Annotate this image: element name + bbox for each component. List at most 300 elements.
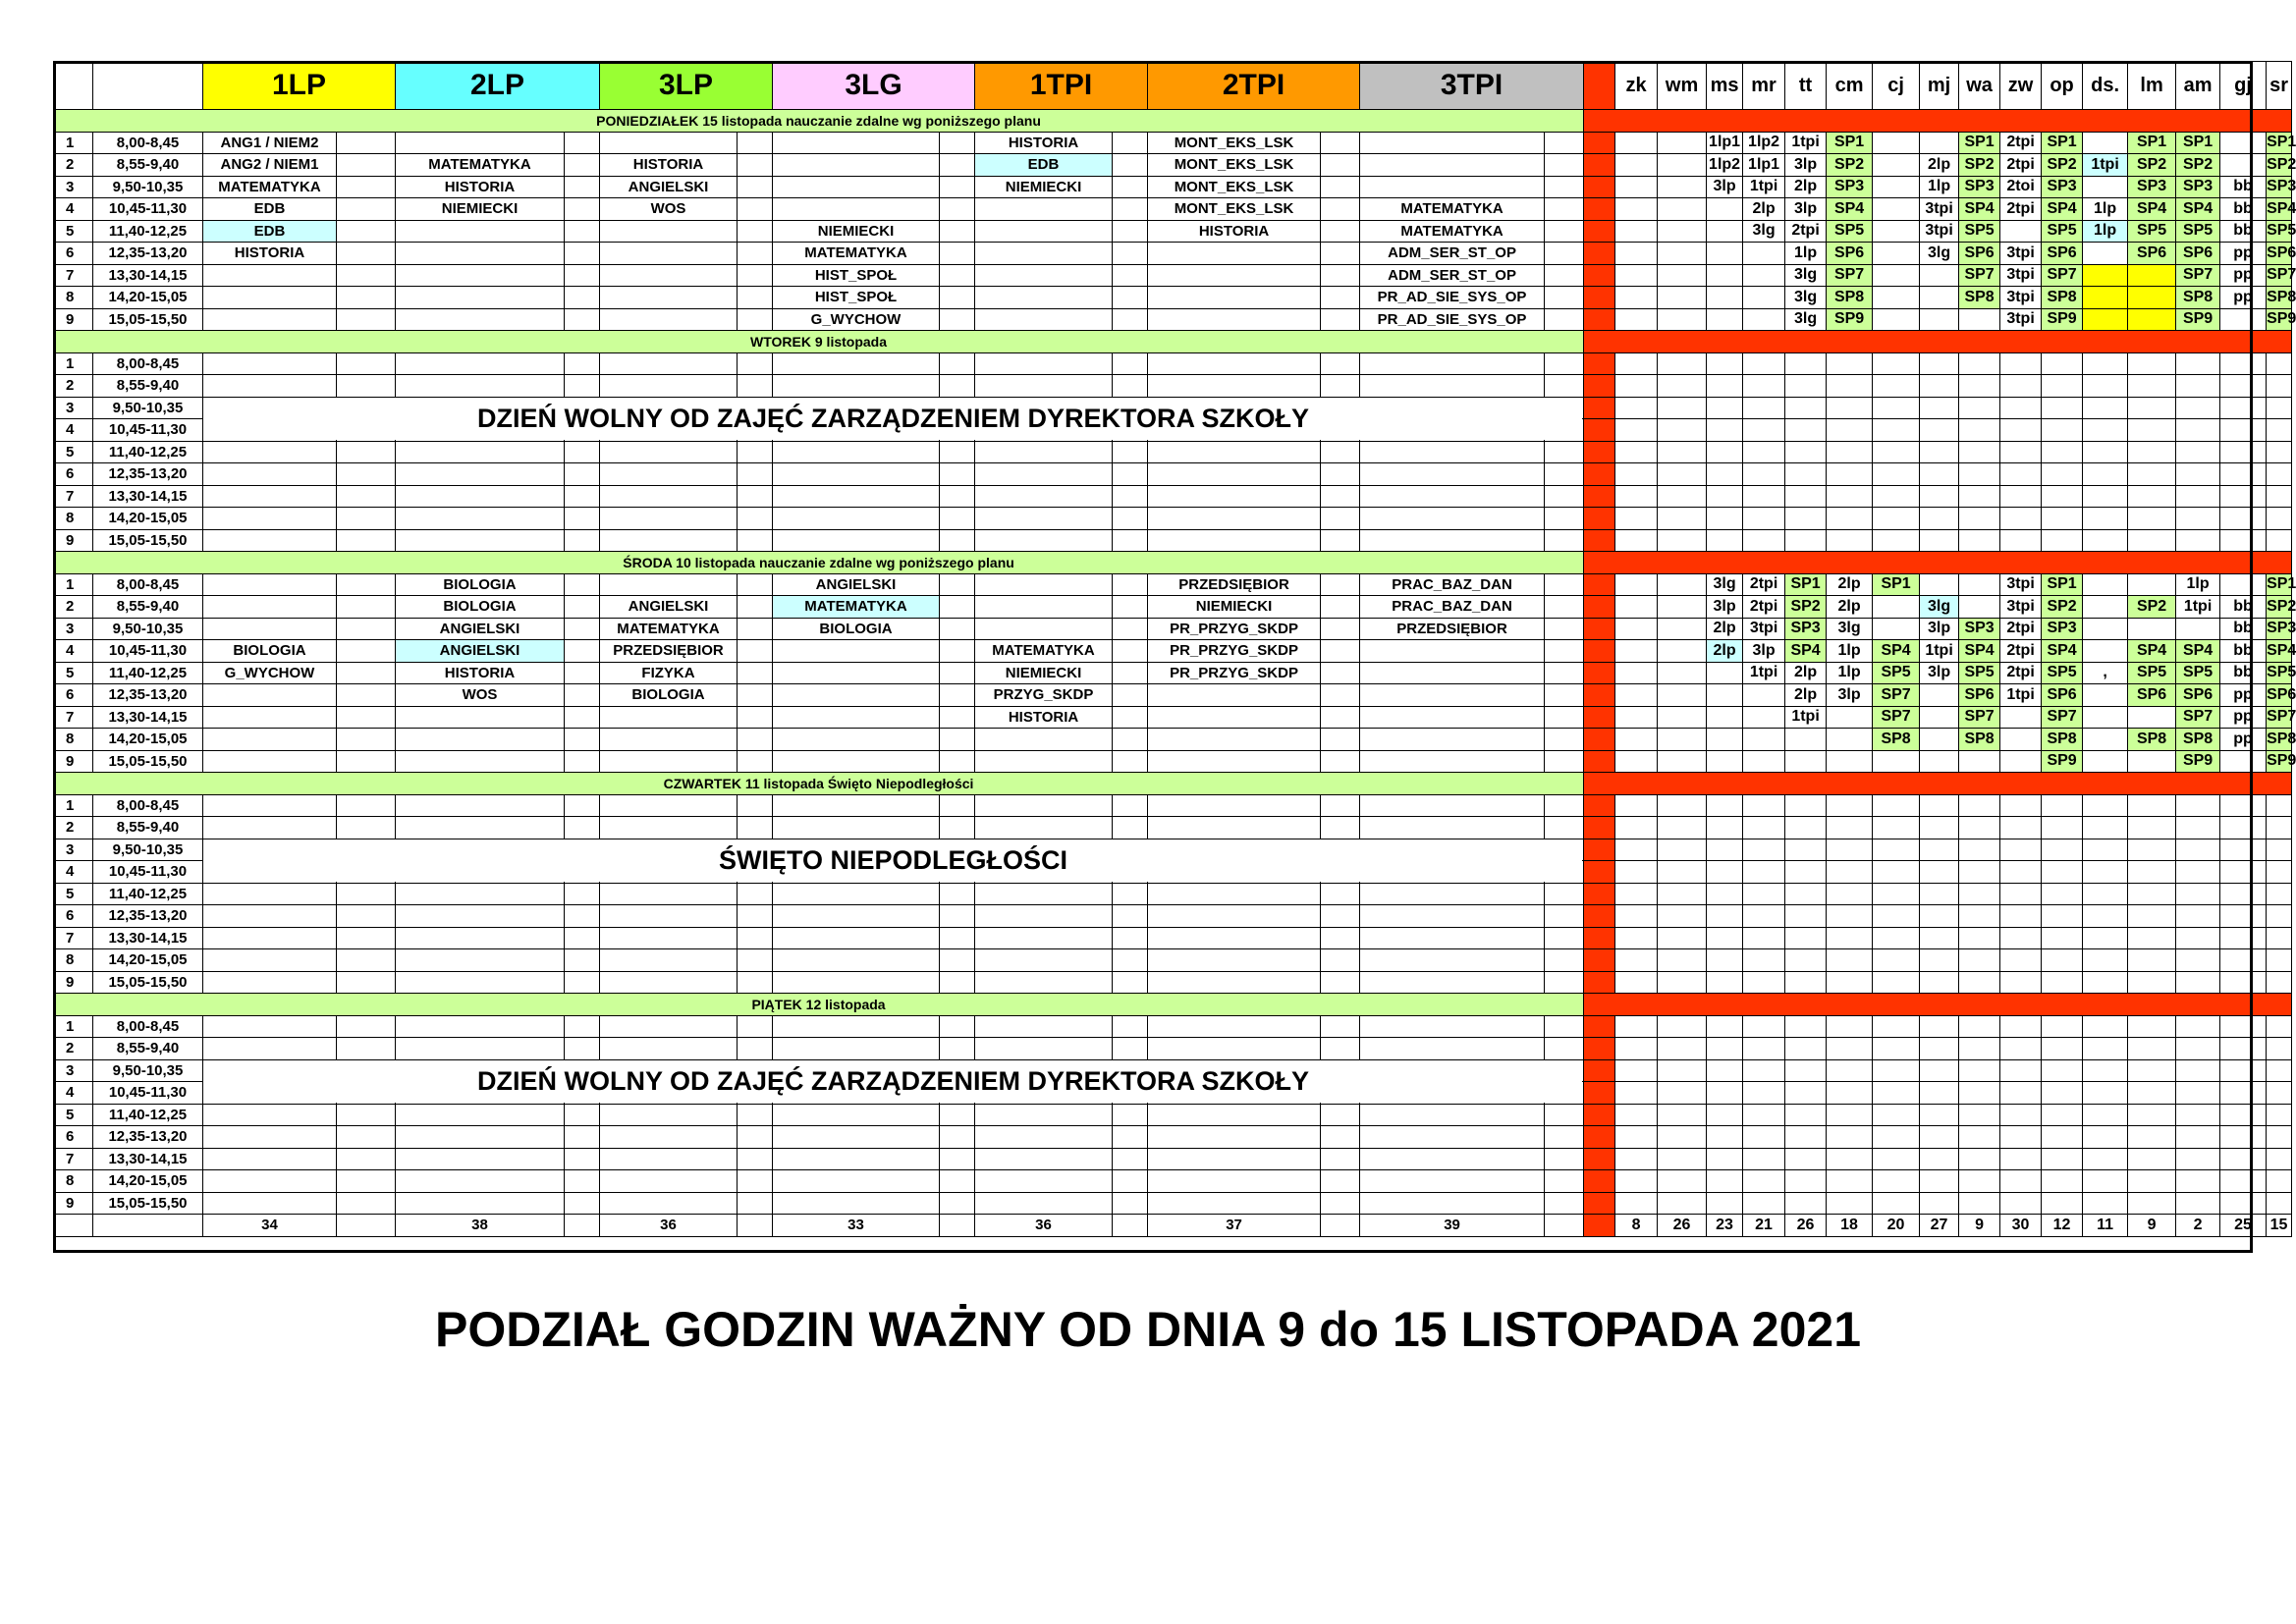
class-lesson-cell	[773, 485, 940, 508]
teacher-cell: SP8	[2267, 287, 2292, 309]
lesson-time: 12,35-13,20	[93, 463, 203, 486]
class-room-cell	[738, 1126, 773, 1149]
class-room-cell	[1113, 706, 1148, 729]
class-room-cell	[1321, 596, 1360, 619]
teacher-cell	[2128, 706, 2176, 729]
class-room-cell	[565, 817, 600, 839]
class-lesson-cell	[1148, 949, 1321, 972]
teacher-cell	[2042, 529, 2083, 552]
class-lesson-cell	[203, 1192, 337, 1215]
teacher-cell	[2220, 419, 2267, 442]
teacher-cell	[1707, 706, 1743, 729]
class-room-cell	[1321, 352, 1360, 375]
class-room-cell	[337, 927, 396, 949]
class-room-cell	[337, 1192, 396, 1215]
class-room-cell	[1113, 243, 1148, 265]
class-lesson-cell	[1360, 949, 1545, 972]
class-room-cell	[337, 618, 396, 640]
teacher-cell: 1lp	[1827, 662, 1873, 684]
teacher-cell	[2000, 706, 2042, 729]
teacher-cell	[1827, 352, 1873, 375]
teacher-cell: SP1	[2042, 573, 2083, 596]
class-room-cell	[565, 1192, 600, 1215]
teacher-cell	[2000, 463, 2042, 486]
class-lesson-cell: NIEMIECKI	[975, 176, 1113, 198]
class-total: 38	[396, 1215, 565, 1237]
teacher-cell	[2128, 419, 2176, 442]
class-room-cell	[940, 176, 975, 198]
class-lesson-cell	[600, 243, 738, 265]
lesson-number: 9	[54, 529, 93, 552]
teacher-total: 26	[1658, 1215, 1707, 1237]
class-lesson-cell	[1148, 375, 1321, 398]
class-room-cell	[738, 352, 773, 375]
class-lesson-cell	[773, 817, 940, 839]
teacher-cell	[2000, 220, 2042, 243]
class-lesson-cell	[975, 729, 1113, 751]
lesson-time: 13,30-14,15	[93, 264, 203, 287]
teacher-cell	[2267, 1148, 2292, 1170]
lesson-number: 6	[54, 463, 93, 486]
class-lesson-cell	[975, 750, 1113, 773]
teacher-cell	[1873, 352, 1920, 375]
class-lesson-cell	[203, 573, 337, 596]
teacher-cell	[1959, 441, 2000, 463]
teacher-cell	[1920, 463, 1959, 486]
teacher-cell	[1920, 352, 1959, 375]
teacher-cell	[1920, 883, 1959, 905]
lesson-row	[54, 883, 2292, 905]
red-separator	[1584, 1082, 1615, 1105]
class-lesson-cell: MATEMATYKA	[1360, 198, 1545, 221]
class-lesson-cell	[773, 176, 940, 198]
class-header: 2LP	[396, 62, 600, 110]
teacher-cell: 2tpi	[1785, 220, 1827, 243]
red-separator	[1584, 1015, 1615, 1038]
teacher-cell	[1615, 529, 1658, 552]
teacher-cell	[2128, 1082, 2176, 1105]
class-header: 3LP	[600, 62, 773, 110]
class-room-cell	[565, 596, 600, 619]
class-room-cell	[1113, 1038, 1148, 1060]
teacher-cell	[1873, 441, 1920, 463]
teacher-cell: SP3	[2267, 618, 2292, 640]
teacher-cell	[1707, 529, 1743, 552]
teacher-cell	[2083, 1104, 2128, 1126]
teacher-cell	[2267, 463, 2292, 486]
teacher-cell	[2176, 927, 2220, 949]
teacher-cell	[1615, 750, 1658, 773]
class-room-cell	[1545, 485, 1584, 508]
teacher-cell	[2042, 927, 2083, 949]
teacher-cell	[1743, 684, 1785, 707]
class-lesson-cell	[203, 463, 337, 486]
class-lesson-cell	[600, 485, 738, 508]
class-room-cell	[565, 883, 600, 905]
teacher-cell	[2000, 485, 2042, 508]
teacher-cell: SP5	[2128, 220, 2176, 243]
teacher-cell	[2042, 352, 2083, 375]
teacher-cell	[2128, 618, 2176, 640]
red-separator	[1584, 419, 1615, 442]
lesson-time: 14,20-15,05	[93, 729, 203, 751]
teacher-cell	[1959, 949, 2000, 972]
teacher-cell	[2267, 485, 2292, 508]
lesson-number: 2	[54, 596, 93, 619]
teacher-header: gj	[2220, 62, 2267, 110]
teacher-cell	[2083, 640, 2128, 663]
lesson-row	[54, 1104, 2292, 1126]
teacher-cell	[1959, 419, 2000, 442]
lesson-number: 8	[54, 508, 93, 530]
red-separator	[1584, 308, 1615, 331]
class-lesson-cell	[600, 264, 738, 287]
class-lesson-cell	[396, 441, 565, 463]
red-separator	[1584, 198, 1615, 221]
teacher-cell: 3lg	[1827, 618, 1873, 640]
teacher-cell	[1785, 971, 1827, 994]
class-room-cell	[738, 1104, 773, 1126]
teacher-cell	[2176, 508, 2220, 530]
lesson-number: 4	[54, 198, 93, 221]
class-lesson-cell	[600, 971, 738, 994]
class-lesson-cell: HISTORIA	[600, 154, 738, 177]
teacher-cell	[2083, 1059, 2128, 1082]
teacher-cell	[1785, 1015, 1827, 1038]
class-room-cell	[738, 287, 773, 309]
teacher-cell	[1959, 397, 2000, 419]
class-lesson-cell	[975, 352, 1113, 375]
teacher-cell	[1658, 1038, 1707, 1060]
class-lesson-cell	[975, 1192, 1113, 1215]
teacher-cell	[1658, 419, 1707, 442]
lesson-number: 9	[54, 308, 93, 331]
teacher-header: tt	[1785, 62, 1827, 110]
class-lesson-cell	[975, 1126, 1113, 1149]
day-red-band	[1584, 552, 2292, 574]
teacher-cell	[1959, 1015, 2000, 1038]
lesson-row	[54, 352, 2292, 375]
class-lesson-cell	[1148, 1192, 1321, 1215]
teacher-cell: SP5	[1959, 220, 2000, 243]
lesson-row	[54, 529, 2292, 552]
class-lesson-cell	[1148, 352, 1321, 375]
teacher-cell	[1707, 485, 1743, 508]
teacher-cell	[1658, 132, 1707, 154]
teacher-cell: SP8	[1959, 287, 2000, 309]
class-room-cell	[1113, 883, 1148, 905]
teacher-cell	[2176, 1192, 2220, 1215]
teacher-cell	[2000, 971, 2042, 994]
teacher-cell	[2083, 485, 2128, 508]
class-lesson-cell	[203, 706, 337, 729]
teacher-cell	[2000, 1059, 2042, 1082]
lesson-row	[54, 287, 2292, 309]
teacher-cell	[1920, 706, 1959, 729]
teacher-cell	[2128, 1170, 2176, 1193]
class-lesson-cell	[975, 375, 1113, 398]
teacher-cell	[1827, 706, 1873, 729]
teacher-cell	[1785, 839, 1827, 861]
teacher-cell	[2267, 375, 2292, 398]
class-lesson-cell	[1148, 883, 1321, 905]
day-title-row	[54, 110, 2292, 133]
lesson-number: 3	[54, 397, 93, 419]
teacher-cell: 2lp	[1743, 198, 1785, 221]
teacher-cell	[1827, 905, 1873, 928]
class-lesson-cell: HISTORIA	[396, 662, 565, 684]
class-room-cell	[738, 883, 773, 905]
class-lesson-cell	[396, 264, 565, 287]
teacher-cell	[1785, 1148, 1827, 1170]
class-room-cell	[738, 176, 773, 198]
class-lesson-cell	[773, 463, 940, 486]
class-lesson-cell: PRZEDSIĘBIOR	[1148, 573, 1321, 596]
class-room-cell	[337, 596, 396, 619]
class-room-cell	[337, 729, 396, 751]
teacher-cell	[1920, 573, 1959, 596]
teacher-cell: 2lp	[1785, 176, 1827, 198]
red-separator	[1584, 154, 1615, 177]
teacher-cell	[1827, 1104, 1873, 1126]
class-room-cell	[940, 441, 975, 463]
teacher-cell	[2083, 750, 2128, 773]
teacher-cell: SP4	[1959, 198, 2000, 221]
lesson-row	[54, 662, 2292, 684]
class-room-cell	[940, 287, 975, 309]
teacher-cell	[1873, 905, 1920, 928]
class-lesson-cell: HIST_SPOŁ	[773, 287, 940, 309]
teacher-cell	[1615, 662, 1658, 684]
teacher-cell: SP6	[1959, 243, 2000, 265]
class-room-cell	[565, 308, 600, 331]
teacher-cell	[2267, 352, 2292, 375]
teacher-cell	[1743, 397, 1785, 419]
class-lesson-cell	[203, 287, 337, 309]
class-room-cell	[1321, 198, 1360, 221]
lesson-time: 14,20-15,05	[93, 1170, 203, 1193]
class-lesson-cell	[396, 463, 565, 486]
teacher-cell	[1920, 419, 1959, 442]
class-lesson-cell	[600, 508, 738, 530]
teacher-cell	[1785, 883, 1827, 905]
teacher-cell	[2128, 1059, 2176, 1082]
teacher-cell	[1959, 971, 2000, 994]
class-room-cell	[1545, 352, 1584, 375]
lesson-time: 11,40-12,25	[93, 883, 203, 905]
class-total-blank	[1321, 1215, 1360, 1237]
class-room-cell	[565, 750, 600, 773]
class-room-cell	[1113, 905, 1148, 928]
teacher-cell	[2083, 971, 2128, 994]
teacher-cell	[2267, 949, 2292, 972]
class-lesson-cell	[203, 750, 337, 773]
teacher-cell	[2083, 176, 2128, 198]
class-room-cell	[1321, 1038, 1360, 1060]
class-lesson-cell	[203, 1104, 337, 1126]
class-lesson-cell	[975, 618, 1113, 640]
class-lesson-cell	[1360, 927, 1545, 949]
teacher-cell	[2267, 1192, 2292, 1215]
class-lesson-cell	[975, 971, 1113, 994]
teacher-cell	[2128, 1038, 2176, 1060]
class-lesson-cell: PR_AD_SIE_SYS_OP	[1360, 287, 1545, 309]
class-lesson-cell	[975, 1038, 1113, 1060]
teacher-cell	[2083, 463, 2128, 486]
teacher-cell: SP6	[2042, 684, 2083, 707]
lesson-row	[54, 573, 2292, 596]
lesson-number: 7	[54, 485, 93, 508]
class-room-cell	[1113, 485, 1148, 508]
teacher-cell	[1920, 817, 1959, 839]
class-room-cell	[738, 220, 773, 243]
teacher-cell	[1658, 397, 1707, 419]
teacher-cell	[2128, 883, 2176, 905]
class-room-cell	[565, 264, 600, 287]
class-lesson-cell	[396, 883, 565, 905]
teacher-cell	[2176, 883, 2220, 905]
teacher-cell	[1920, 441, 1959, 463]
teacher-cell	[2083, 794, 2128, 817]
teacher-cell	[1615, 1192, 1658, 1215]
teacher-cell	[1707, 1192, 1743, 1215]
teacher-cell: 2lp	[1707, 618, 1743, 640]
teacher-cell: SP7	[2176, 706, 2220, 729]
class-room-cell	[1321, 287, 1360, 309]
class-lesson-cell	[1360, 1192, 1545, 1215]
class-lesson-cell: PRZYG_SKDP	[975, 684, 1113, 707]
class-lesson-cell	[396, 1170, 565, 1193]
class-lesson-cell	[1148, 308, 1321, 331]
teacher-cell	[1707, 839, 1743, 861]
class-room-cell	[1113, 287, 1148, 309]
teacher-cell: SP3	[2128, 176, 2176, 198]
teacher-total: 9	[2128, 1215, 2176, 1237]
class-lesson-cell	[975, 508, 1113, 530]
class-lesson-cell: NIEMIECKI	[396, 198, 565, 221]
teacher-cell	[2176, 1126, 2220, 1149]
lesson-number: 3	[54, 176, 93, 198]
class-room-cell	[337, 640, 396, 663]
class-room-cell	[337, 176, 396, 198]
teacher-cell	[2083, 529, 2128, 552]
teacher-cell	[1743, 375, 1785, 398]
teacher-total: 20	[1873, 1215, 1920, 1237]
header-row	[54, 62, 2292, 110]
teacher-cell	[1873, 287, 1920, 309]
teacher-cell	[2220, 375, 2267, 398]
class-room-cell	[1321, 264, 1360, 287]
class-lesson-cell	[600, 927, 738, 949]
teacher-cell	[1615, 441, 1658, 463]
class-room-cell	[1545, 1126, 1584, 1149]
teacher-cell	[2083, 684, 2128, 707]
class-room-cell	[940, 817, 975, 839]
teacher-cell	[1959, 905, 2000, 928]
class-lesson-cell	[773, 971, 940, 994]
teacher-cell	[1658, 529, 1707, 552]
class-lesson-cell	[975, 883, 1113, 905]
class-room-cell	[1321, 308, 1360, 331]
class-room-cell	[337, 949, 396, 972]
class-room-cell	[565, 1170, 600, 1193]
class-lesson-cell	[600, 1038, 738, 1060]
teacher-cell	[1873, 1082, 1920, 1105]
teacher-cell	[1743, 463, 1785, 486]
lesson-time: 11,40-12,25	[93, 1104, 203, 1126]
class-room-cell	[1321, 220, 1360, 243]
lesson-row	[54, 794, 2292, 817]
red-separator	[1584, 839, 1615, 861]
teacher-cell	[1959, 573, 2000, 596]
teacher-cell	[1873, 419, 1920, 442]
teacher-cell	[2042, 971, 2083, 994]
teacher-cell: SP1	[2267, 573, 2292, 596]
class-room-cell	[1545, 1038, 1584, 1060]
teacher-cell	[1920, 264, 1959, 287]
class-lesson-cell	[975, 243, 1113, 265]
teacher-cell	[1658, 1059, 1707, 1082]
class-room-cell	[1113, 508, 1148, 530]
teacher-cell: 3lp	[1827, 684, 1873, 707]
teacher-cell	[1873, 375, 1920, 398]
teacher-cell	[2000, 1192, 2042, 1215]
class-lesson-cell	[396, 485, 565, 508]
teacher-cell	[1615, 1038, 1658, 1060]
class-lesson-cell: MATEMATYKA	[975, 640, 1113, 663]
lesson-row	[54, 817, 2292, 839]
teacher-cell	[1743, 1059, 1785, 1082]
red-separator	[1584, 352, 1615, 375]
class-room-cell	[1113, 640, 1148, 663]
class-lesson-cell	[600, 287, 738, 309]
class-lesson-cell	[203, 1148, 337, 1170]
class-lesson-cell	[203, 1170, 337, 1193]
lesson-number: 6	[54, 905, 93, 928]
teacher-cell: SP5	[2267, 220, 2292, 243]
class-room-cell	[940, 485, 975, 508]
teacher-cell	[2267, 419, 2292, 442]
red-separator	[1584, 729, 1615, 751]
teacher-total: 23	[1707, 1215, 1743, 1237]
teacher-cell: 2tpi	[1743, 573, 1785, 596]
teacher-cell	[2128, 1192, 2176, 1215]
teacher-cell: 3tpi	[2000, 308, 2042, 331]
teacher-cell	[2000, 949, 2042, 972]
class-header: 3TPI	[1360, 62, 1584, 110]
teacher-cell	[2128, 927, 2176, 949]
class-lesson-cell	[773, 949, 940, 972]
class-room-cell	[1545, 794, 1584, 817]
class-lesson-cell	[203, 441, 337, 463]
teacher-cell: 1tpi	[1743, 662, 1785, 684]
class-lesson-cell	[773, 883, 940, 905]
class-lesson-cell	[1148, 927, 1321, 949]
teacher-cell	[2042, 397, 2083, 419]
class-lesson-cell: PR_PRZYG_SKDP	[1148, 618, 1321, 640]
class-room-cell	[940, 1148, 975, 1170]
teacher-cell	[2176, 905, 2220, 928]
lesson-row	[54, 441, 2292, 463]
teacher-cell	[2042, 1038, 2083, 1060]
class-lesson-cell	[1360, 154, 1545, 177]
teacher-cell	[1827, 419, 1873, 442]
teacher-cell	[1615, 220, 1658, 243]
teacher-cell	[1707, 1082, 1743, 1105]
class-room-cell	[1321, 794, 1360, 817]
class-lesson-cell	[203, 1015, 337, 1038]
teacher-cell	[1920, 308, 1959, 331]
